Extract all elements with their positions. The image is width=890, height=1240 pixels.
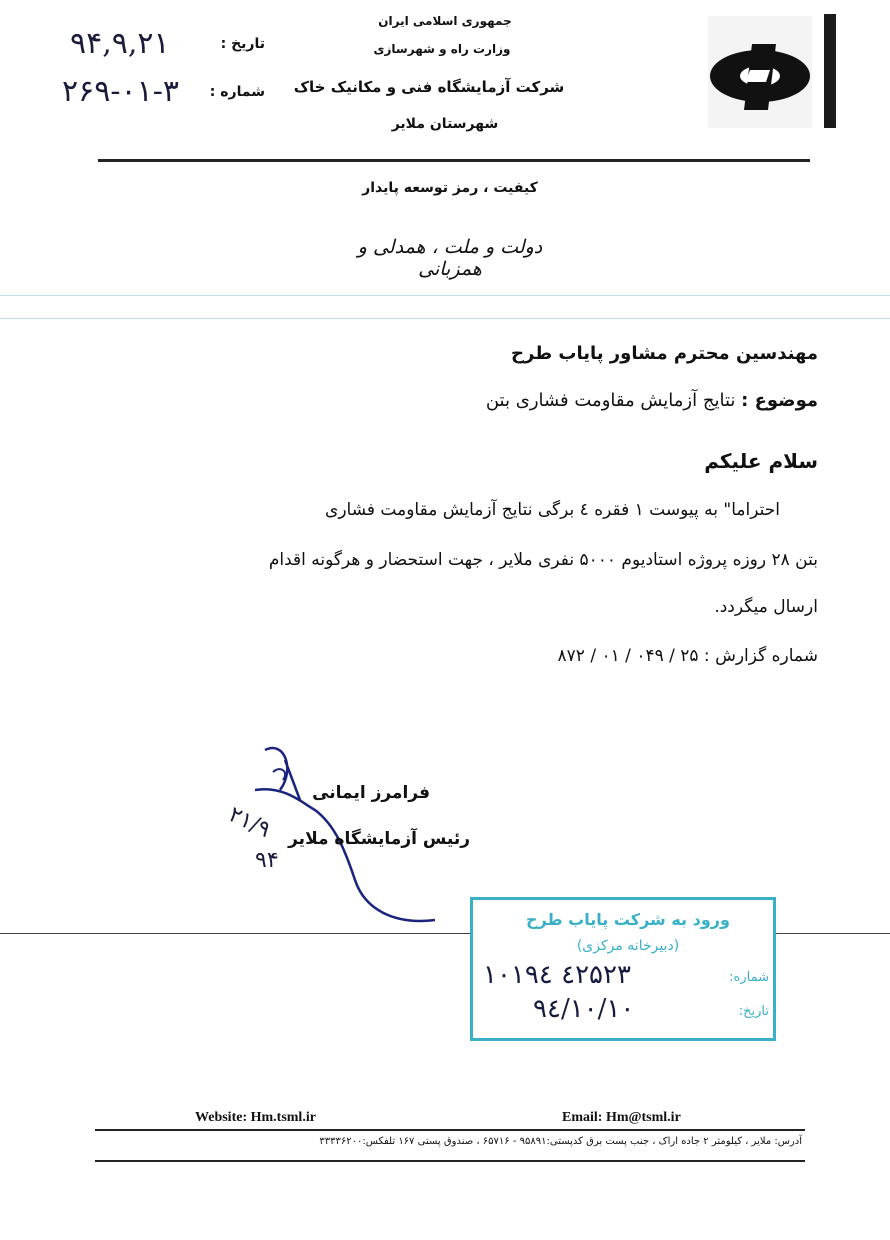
footer-address: آدرس: ملایر ، کیلومتر ۲ جاده اراک ، جنب پست برق کدپستی:۹۵۸۹۱ - ۶۵۷۱۶ ، صندوق پستی ۱۶۷ تلفکس:۳۳۳۳۶۲۰۰ — [319, 1136, 802, 1147]
stamp-date-value: ۹٤/۱۰/۱۰ — [533, 994, 635, 1024]
date-label: تاریخ : — [220, 36, 265, 52]
receipt-stamp — [470, 897, 776, 1041]
faint-line-1 — [0, 295, 890, 296]
stamp-date-label: تاریخ: — [738, 1004, 769, 1019]
body-line-1: احتراما" به پیوست ۱ فقره ٤ برگی نتایج آزمایش مقاومت فشاری — [325, 500, 780, 520]
footer-email: Email: Hm@tsml.ir — [562, 1110, 681, 1125]
signature-date-2: ۹۴ — [255, 848, 279, 873]
subject-text: نتایج آزمایش مقاومت فشاری بتن — [485, 390, 736, 411]
company-name: شرکت آزمایشگاه فنی و مکانیک خاک — [293, 78, 565, 96]
ministry-title: وزارت راه و شهرسازی — [373, 42, 511, 56]
stamp-number-value: ۱۰۱۹٤ ٤۲۵۲۳ — [483, 960, 631, 990]
subject-line — [218, 390, 818, 411]
recipient: مهندسین محترم مشاور پایاب طرح — [511, 343, 818, 364]
body-line-2: بتن ۲۸ روزه پروژه استادیوم ۵۰۰۰ نفری ملایر ، جهت استحضار و هرگونه اقدام — [268, 550, 818, 570]
handwritten-date: ۹۴,۹,۲۱ — [70, 26, 170, 61]
stamp-line-2: (دبیرخانه مرکزی) — [576, 938, 680, 954]
footer-bottom-rule — [95, 1160, 805, 1162]
republic-title: جمهوری اسلامی ایران — [378, 14, 512, 28]
signer-name: فرامرز ایمانی — [312, 783, 430, 803]
header-divider — [98, 159, 810, 162]
motto: کیفیت ، رمز توسعه پایدار — [362, 180, 538, 196]
lab-logo-icon — [700, 14, 850, 129]
footer-top-rule — [95, 1129, 805, 1131]
city-name: شهرستان ملایر — [391, 116, 499, 132]
body-line-3: ارسال میگردد. — [714, 597, 818, 617]
signer-title: رئیس آزمایشگاه ملایر — [288, 829, 470, 849]
stamp-line-1: ورود به شرکت پایاب طرح — [526, 910, 730, 929]
number-label: شماره : — [209, 84, 265, 100]
faint-line-2 — [0, 318, 890, 319]
year-slogan: دولت و ملت ، همدلی و همزبانی — [357, 236, 543, 280]
subject-label: موضوع : — [741, 390, 818, 411]
signature-date-1: ۲۱/۹ — [224, 802, 275, 843]
footer-website: Website: Hm.tsml.ir — [195, 1110, 316, 1125]
handwritten-number: ۲۶۹-۰۱-۳ — [62, 74, 179, 109]
report-number: شماره گزارش : ۲۵ / ۰۴۹ / ۰۱ / ۸۷۲ — [557, 646, 818, 666]
greeting: سلام علیکم — [704, 449, 818, 473]
stamp-number-label: شماره: — [729, 970, 769, 985]
